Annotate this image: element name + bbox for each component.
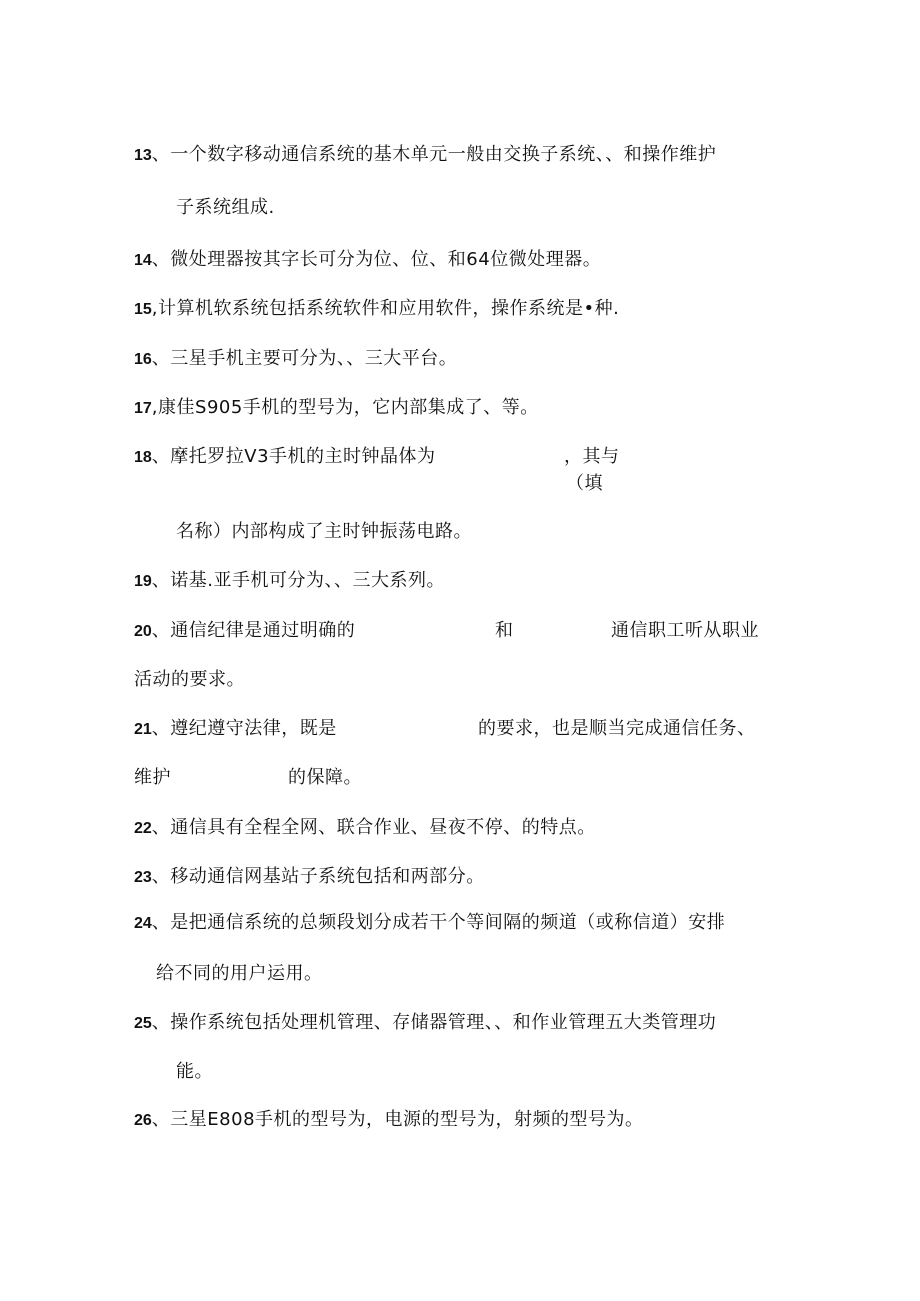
question-24-line-2 [156, 962, 323, 986]
question-24-line-1 [134, 911, 725, 936]
question-17 [134, 396, 539, 421]
question-21-line-2b [288, 766, 362, 790]
question-18-mid [564, 445, 620, 469]
question-text-continuation: 的保障。 [288, 767, 362, 788]
question-20-line-2 [134, 668, 245, 692]
question-text: 、是把通信系统的总频段划分成若干个等间隔的频道（或称信道）安排 [151, 912, 726, 933]
question-number: 23 [134, 869, 152, 886]
question-text-continuation: 活动的要求。 [134, 669, 245, 690]
question-20-mid [495, 619, 514, 643]
question-16 [134, 347, 457, 372]
question-25-line-1 [134, 1011, 716, 1036]
question-25-line-2 [176, 1060, 213, 1084]
question-22 [134, 816, 596, 841]
question-text-tail: 的要求，也是顺当完成通信任务、 [478, 718, 756, 739]
question-number: 24 [134, 915, 152, 932]
question-text: 、摩托罗拉V3手机的主时钟晶体为 [151, 446, 436, 467]
question-number: 22 [134, 820, 152, 837]
question-text-continuation: 给不同的用户运用。 [156, 963, 323, 984]
question-18-paren [566, 472, 603, 496]
question-text: 、操作系统包括处理机管理、存储器管理、、和作业管理五大类管理功 [151, 1012, 717, 1033]
question-number: 18 [134, 449, 152, 466]
question-21-line-1 [134, 717, 337, 742]
question-number: 25 [134, 1015, 152, 1032]
question-text-continuation: 名称）内部构成了主时钟振荡电路。 [176, 521, 472, 542]
question-15 [134, 297, 619, 322]
question-21-line-2a [134, 766, 171, 790]
question-text: 、一个数字移动通信系统的基木单元一般由交换子系统、、和操作维护 [151, 144, 717, 165]
question-21-tail [478, 717, 756, 741]
question-20-tail [611, 619, 759, 643]
question-number: 20 [134, 623, 152, 640]
question-number: 21 [134, 721, 152, 738]
question-18-line-1 [134, 445, 436, 470]
question-text: 、移动通信网基站子系统包括和两部分。 [151, 866, 485, 887]
question-text: 、通信具有全程全网、联合作业、昼夜不停、的特点。 [151, 817, 596, 838]
question-number: 15 [134, 301, 152, 318]
question-18-line-2 [176, 520, 472, 544]
question-19 [134, 569, 445, 594]
question-text-continuation: 能。 [176, 1061, 213, 1082]
question-text-mid: 和 [495, 620, 514, 641]
question-text: ,康佳S905手机的型号为，它内部集成了、等。 [151, 397, 539, 418]
question-text-continuation: 子系统组成. [176, 197, 275, 218]
question-number: 19 [134, 573, 152, 590]
question-13-line-1 [134, 143, 716, 168]
question-14 [134, 248, 601, 273]
question-23 [134, 865, 485, 890]
question-number: 13 [134, 147, 152, 164]
question-text: 、三星手机主要可分为、、三大平台。 [151, 348, 458, 369]
question-text: 、通信纪律是通过明确的 [151, 620, 356, 641]
question-text-tail: 通信职工听从职业 [611, 620, 759, 641]
question-number: 17 [134, 400, 152, 417]
question-text: ,计算机软系统包括系统软件和应用软件，操作系统是•种. [151, 298, 620, 319]
question-text-continuation: 维护 [134, 767, 171, 788]
question-20-line-1 [134, 619, 355, 644]
question-number: 16 [134, 351, 152, 368]
question-text: 、微处理器按其字长可分为位、位、和64位微处理器。 [151, 249, 602, 270]
question-text: 、遵纪遵守法律，既是 [151, 718, 337, 739]
question-text: 、三星E808手机的型号为，电源的型号为，射频的型号为。 [151, 1109, 644, 1130]
question-number: 26 [134, 1112, 152, 1129]
question-13-line-2 [176, 196, 275, 220]
question-number: 14 [134, 252, 152, 269]
question-26 [134, 1108, 644, 1133]
question-text: 、诺基.亚手机可分为、、三大系列。 [151, 570, 446, 591]
question-text-mid: ，其与 [564, 446, 620, 467]
question-text-paren: （填 [566, 473, 603, 494]
